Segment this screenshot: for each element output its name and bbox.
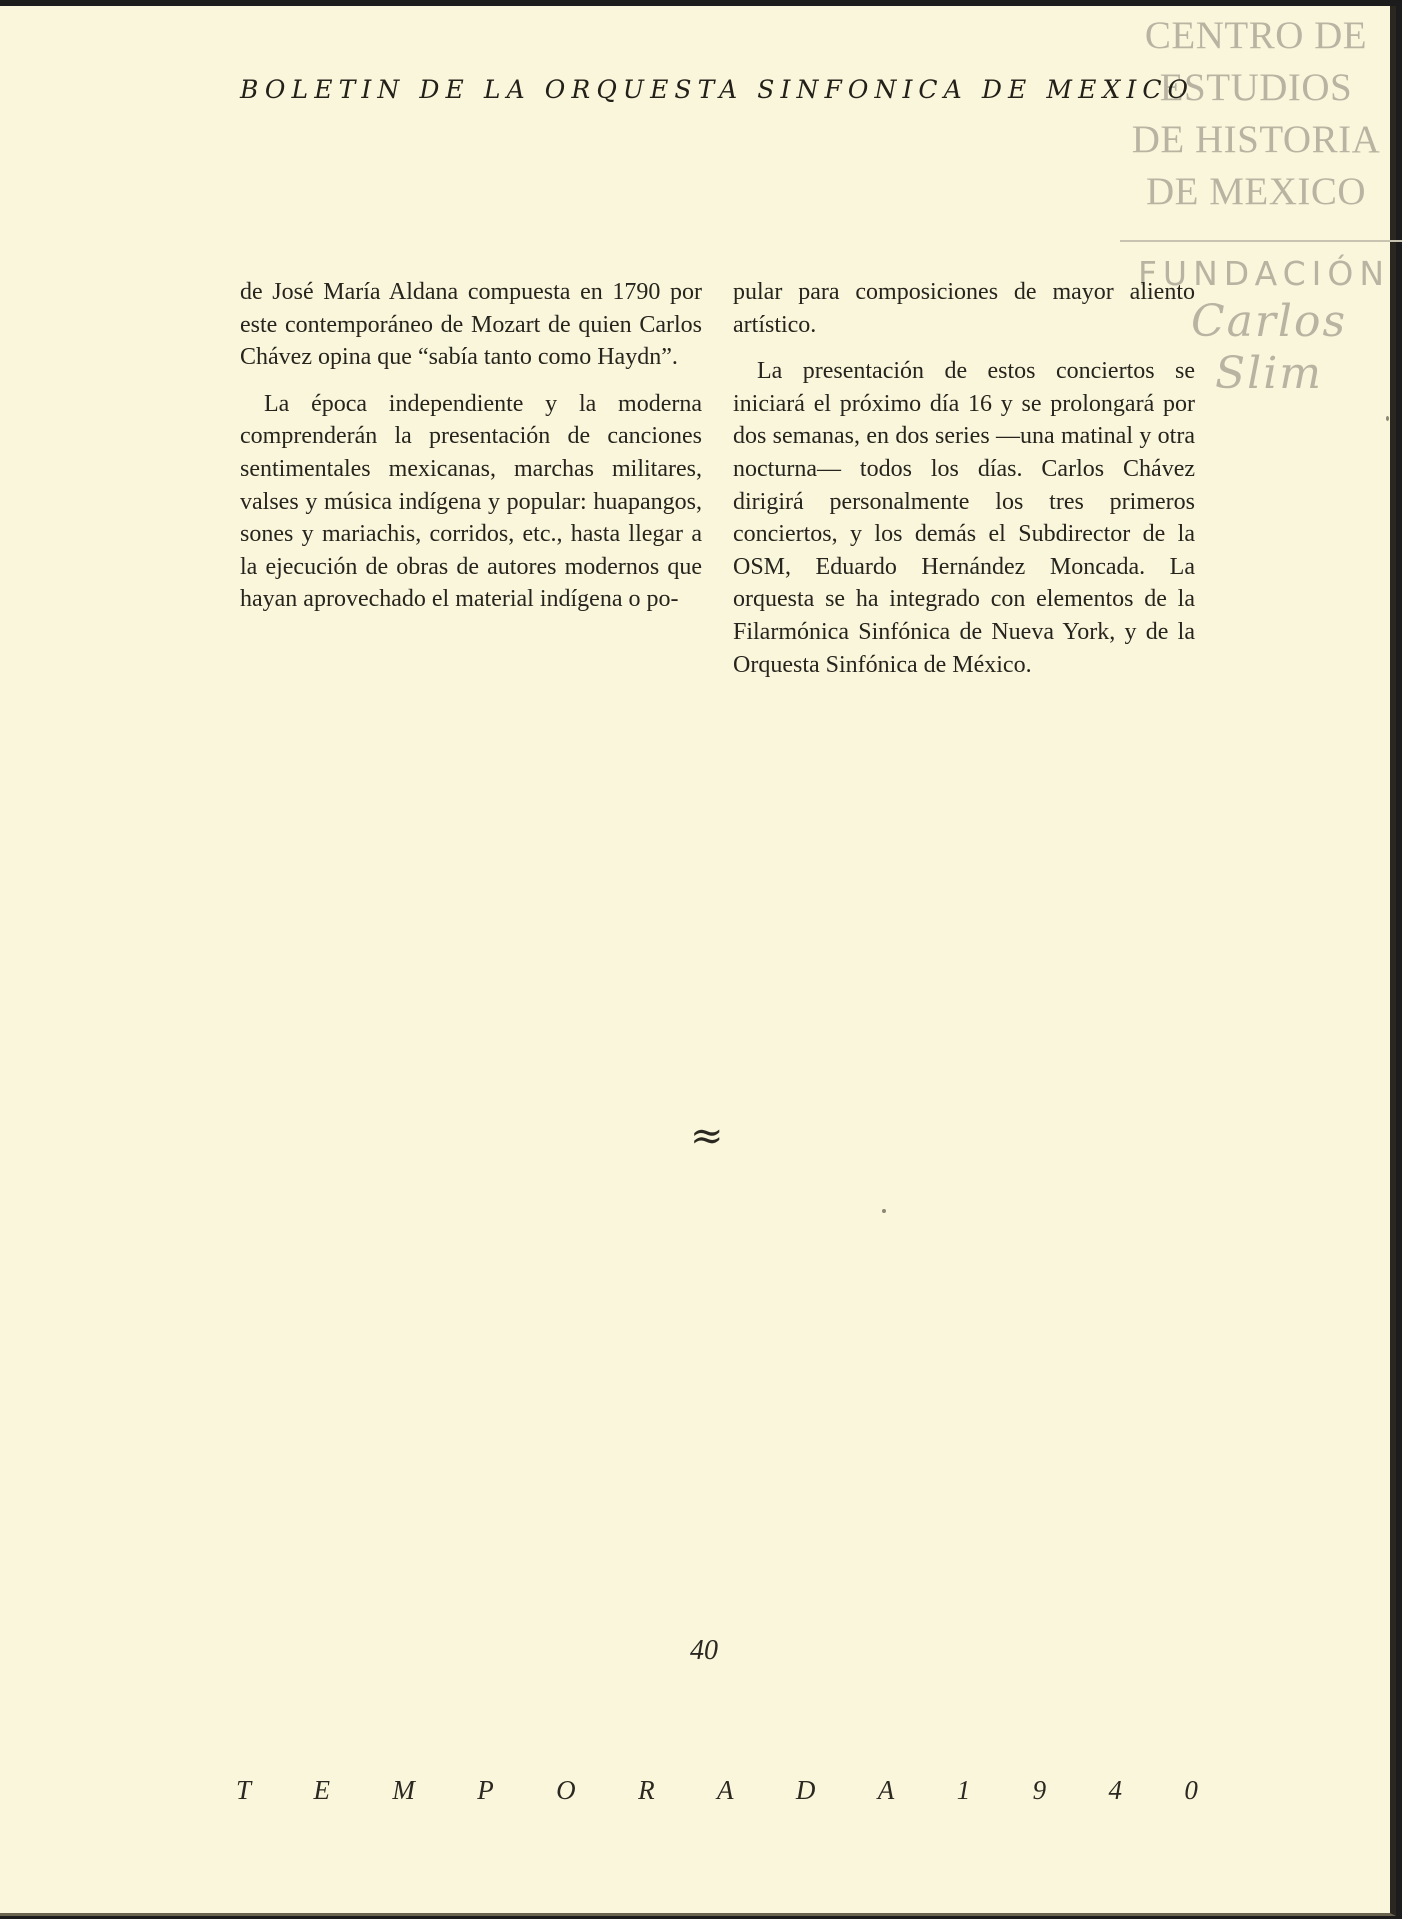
paper-speck: [1386, 416, 1389, 421]
footer-letter: A: [716, 1775, 734, 1805]
footer-digit: 0: [1184, 1775, 1198, 1805]
page-number: 40: [690, 1635, 718, 1666]
running-head: BOLETIN DE LA ORQUESTA SINFONICA DE MEXICO: [240, 75, 1195, 104]
footer-letter: R: [638, 1775, 655, 1805]
watermark-divider: [1120, 240, 1402, 242]
footer-letter: D: [795, 1775, 816, 1805]
footer-digit: 1: [956, 1775, 971, 1805]
ornament-tilde-icon: ≈: [690, 1113, 724, 1159]
document-page: [0, 6, 1396, 1916]
watermark-line-1: CENTRO DE: [1144, 14, 1368, 57]
left-paragraph-2: La época independiente y la moderna comprenderán la presentación de canciones sentimentales mexicanas, marchas militares, valses y música indígena y popular: huapangos, sones y mariachis, corridos, etc., hasta llegar a la ejecución de obras de autores modernos que hayan aprovechado el material indígena o po-: [240, 390, 702, 613]
footer-digit: 9: [1032, 1775, 1047, 1805]
watermark-line-2: ESTUDIOS: [1159, 66, 1353, 109]
footer-letter: A: [877, 1775, 895, 1805]
watermark-signature: Carlos Slim: [1190, 296, 1348, 399]
footer-letter: P: [477, 1775, 494, 1805]
footer-digit: 4: [1108, 1775, 1122, 1805]
right-paragraph-2: La presentación de estos conciertos se iniciará el próximo día 16 y se prolongará por dos semanas, en dos series —una matinal y otra nocturna— todos los días. Carlos Chávez dirigirá personalmente los tres primeros conciertos, y los demás el Subdirector de la OSM, Eduardo Hernández Moncada. La orquesta se ha integrado con elementos de la Filarmónica Sinfónica de Nueva York, y de la Orquesta Sinfónica de México.: [733, 358, 1195, 678]
footer-letter: O: [556, 1775, 576, 1805]
watermark-line-3: DE HISTORIA: [1131, 118, 1381, 161]
footer-season: [236, 1772, 1198, 1808]
paper-speck: [882, 1209, 886, 1213]
footer-letter: M: [392, 1775, 415, 1805]
right-column: [733, 276, 1195, 681]
footer-letter: T: [236, 1775, 252, 1805]
watermark-foundation: FUNDACIÓN: [1137, 254, 1391, 293]
watermark-line-4: DE MEXICO: [1145, 170, 1367, 213]
left-column: [240, 276, 702, 616]
left-paragraph-1: de José María Aldana compuesta en 1790 por este contemporáneo de Mozart de quien Carlos Chávez opina que “sabía tanto como Haydn”.: [240, 279, 702, 371]
right-paragraph-1: pular para composiciones de mayor aliento artístico.: [733, 279, 1195, 338]
footer-letter: E: [313, 1775, 330, 1805]
